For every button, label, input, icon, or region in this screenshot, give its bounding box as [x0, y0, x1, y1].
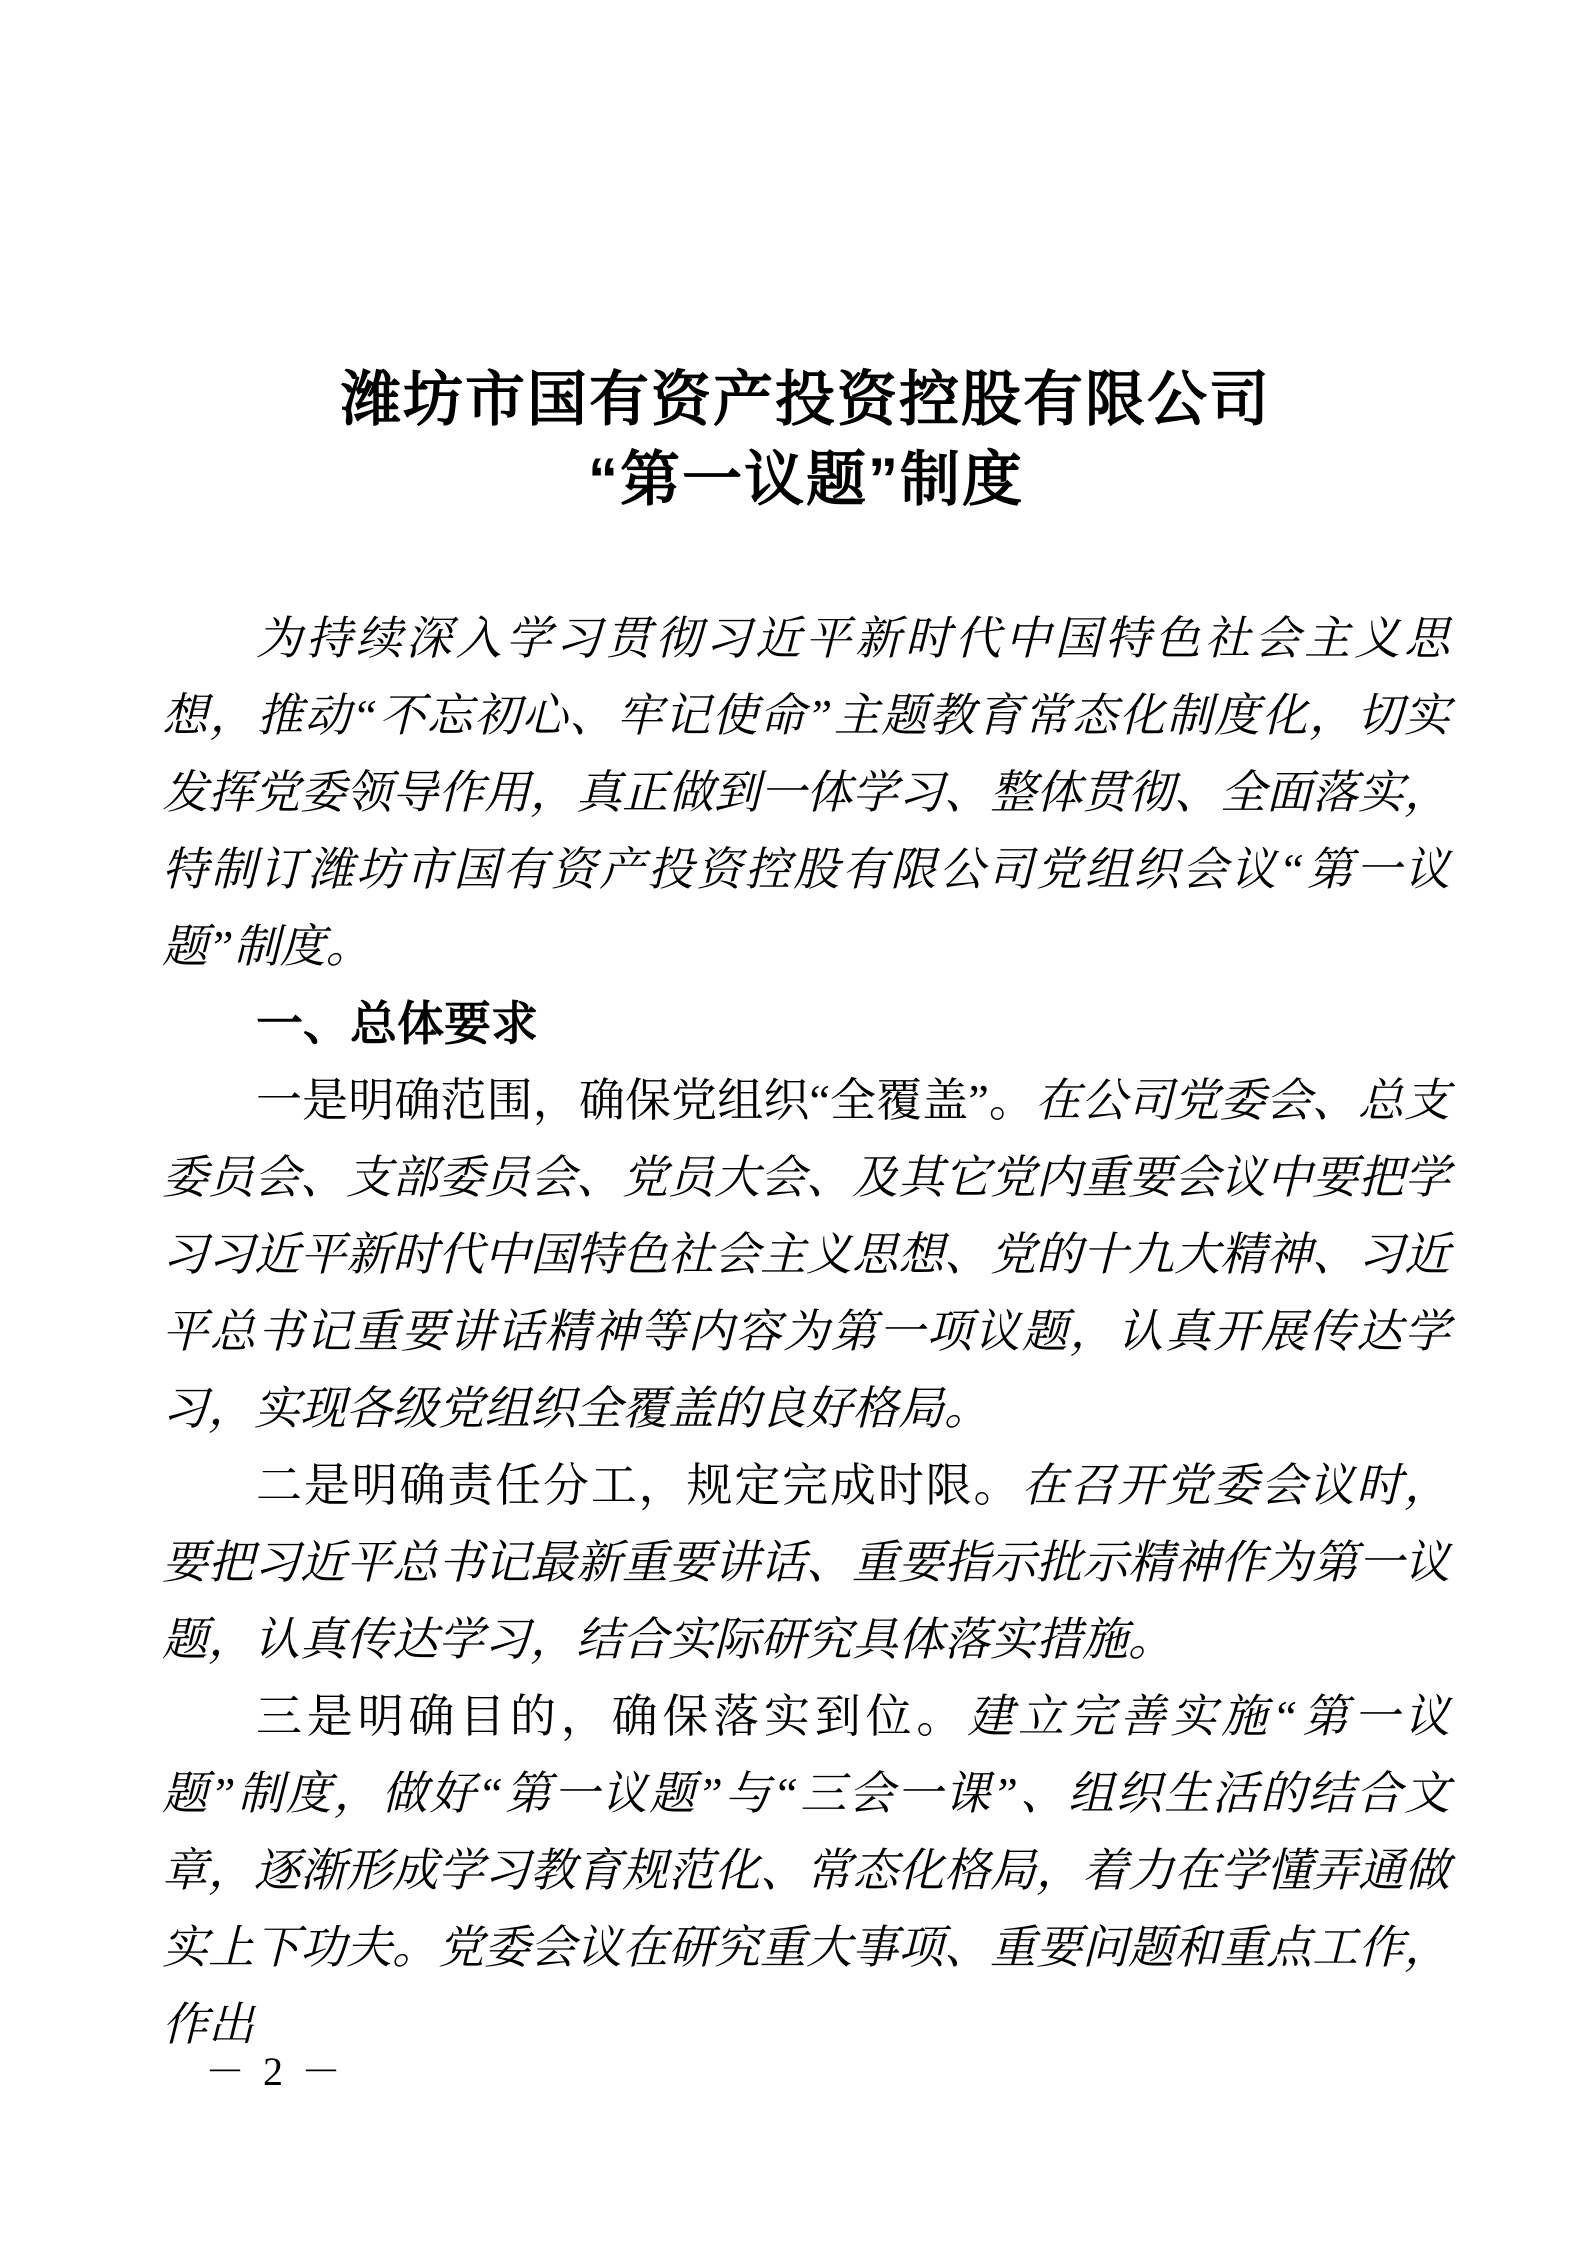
paragraph-intro [162, 600, 1450, 985]
paragraph-point-two-text: 在召开党委会议时，要把习近平总书记最新重要讲话、重要指示批示精神作为第一议题，认真传达学习，结合实际研究具体落实措施。 [162, 1460, 1451, 1665]
document-body [162, 600, 1450, 2063]
paragraph-point-two [162, 1447, 1450, 1678]
paragraph-point-three-text: 建立完善实施“第一议题”制度，做好“第一议题”与“三会一课”、组织生活的结合文章，逐渐形成学习教育规范化、常态化格局，着力在学懂弄通做实上下功夫。党委会议在研究重大事项、重要问题和重点工作，作出 [162, 1691, 1451, 2050]
section-heading-overall-requirements: 一、总体要求 [256, 997, 538, 1050]
paragraph-point-one [162, 1062, 1450, 1447]
paragraph-intro-text: 为持续深入学习贯彻习近平新时代中国特色社会主义思想，推动“不忘初心、牢记使命”主题教育常态化制度化，切实发挥党委领导作用，真正做到一体学习、整体贯彻、全面落实，特制订潍坊市国有资产投资控股有限公司党组织会议“第一议题”制度。 [162, 613, 1450, 972]
title-line-1: 潍坊市国有资产投资控股有限公司 [341, 366, 1271, 433]
document-content [162, 360, 1450, 2063]
paragraph-point-three [162, 1678, 1450, 2063]
paragraph-point-one-text: 在公司党委会、总支委员会、支部委员会、党员大会、及其它党内重要会议中要把学习习近平新时代中国特色社会主义思想、党的十九大精神、习近平总书记重要讲话精神等内容为第一项议题，认真开展传达学习，实现各级党组织全覆盖的良好格局。 [162, 1075, 1451, 1434]
page-number: － 2 － [205, 2049, 345, 2094]
paragraph-point-three-lead: 三是明确目的，确保落实到位。 [256, 1691, 968, 1742]
title-line-2: “第一议题”制度 [588, 446, 1024, 513]
document-title [162, 360, 1450, 520]
paragraph-point-two-lead: 二是明确责任分工，规定完成时限。 [256, 1460, 1022, 1511]
paragraph-point-one-lead: 一是明确范围，确保党组织“全覆盖”。 [256, 1075, 1036, 1126]
